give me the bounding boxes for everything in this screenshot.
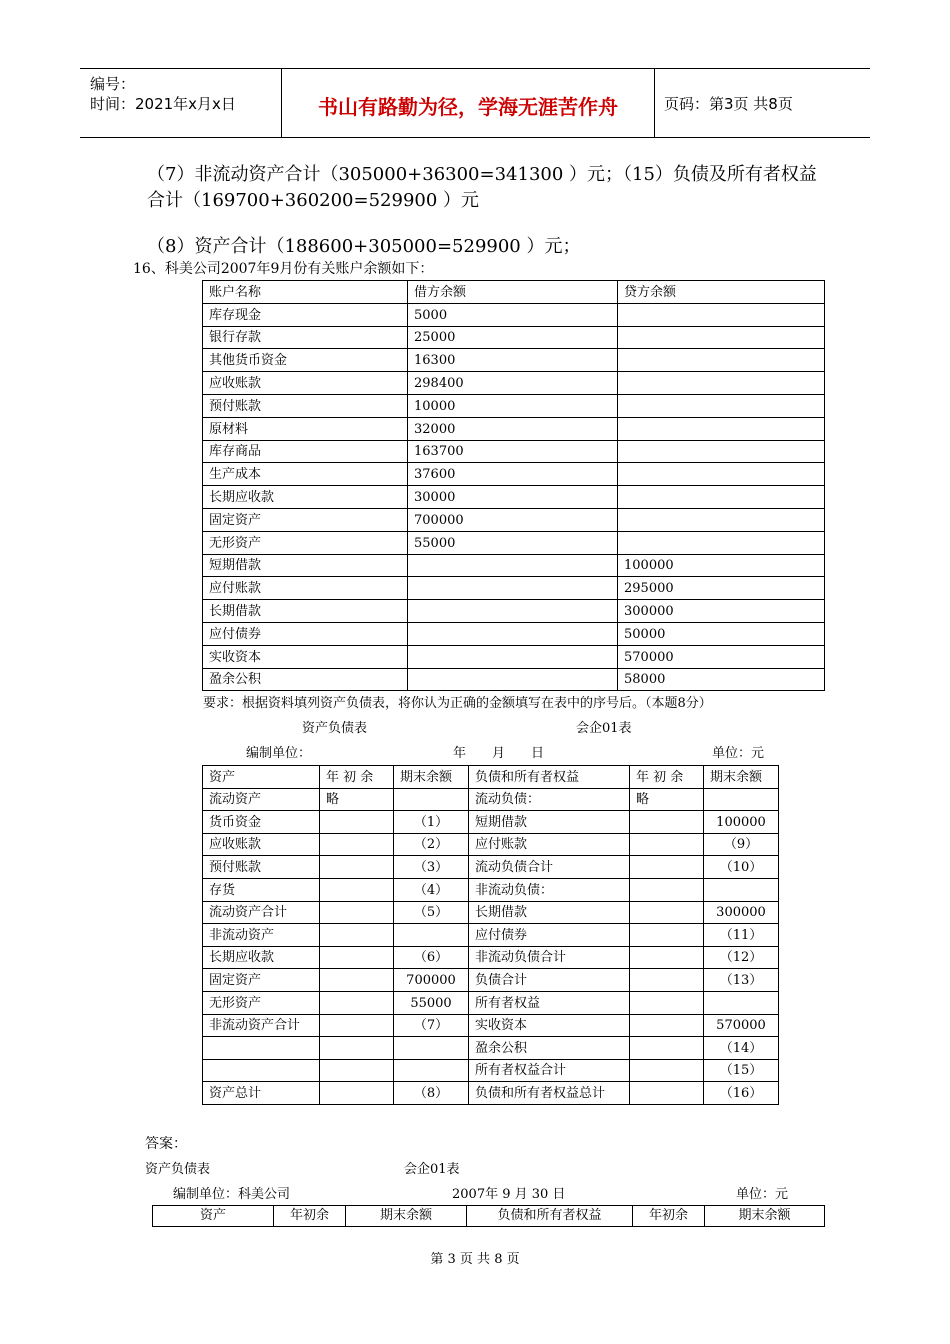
- table-header-row: [203, 766, 779, 789]
- table-row-cell: 库存现金: [203, 303, 408, 326]
- table-row-cell: 原材料: [203, 417, 408, 440]
- table-row: [203, 394, 825, 417]
- table-row-cell: 生产成本: [203, 463, 408, 486]
- table-header-row-cell: 年初余: [633, 1206, 705, 1227]
- table-row-cell: [630, 924, 704, 947]
- table-row: [203, 463, 825, 486]
- table-header-row-cell: 年初余: [274, 1206, 346, 1227]
- table-row: [203, 668, 825, 691]
- table-row-cell: [320, 833, 394, 856]
- table-row-cell: 570000: [618, 645, 825, 668]
- table-row-cell: 负债合计: [469, 969, 630, 992]
- answer-sheet-title: 资产负债表: [145, 1162, 211, 1177]
- table-row-cell: 长期应收款: [203, 946, 320, 969]
- table-row-cell: 570000: [704, 1014, 779, 1037]
- table-header-row: [153, 1206, 825, 1227]
- table-row-cell: （6）: [394, 946, 469, 969]
- table-row-cell: 295000: [618, 577, 825, 600]
- page-footer: 第 3 页 共 8 页: [430, 1252, 520, 1267]
- requirement-text: 要求：根据资料填列资产负债表，将你认为正确的金额填写在表中的序号后。（本题8分）: [203, 696, 712, 711]
- table-row-cell: 55000: [394, 991, 469, 1014]
- table-row-cell: [630, 1014, 704, 1037]
- table-row-cell: （11）: [704, 924, 779, 947]
- table-row-cell: 负债和所有者权益总计: [469, 1082, 630, 1105]
- table-row-cell: [618, 349, 825, 372]
- table-row-cell: [618, 372, 825, 395]
- table-row-cell: 资产总计: [203, 1082, 320, 1105]
- table-row-cell: 短期借款: [203, 554, 408, 577]
- table-row: [203, 440, 825, 463]
- table-header-row-cell: 期末余额: [705, 1206, 825, 1227]
- table-row-cell: 预付账款: [203, 856, 320, 879]
- table-row-cell: 应付账款: [203, 577, 408, 600]
- table-row-cell: 30000: [408, 486, 618, 509]
- question-16-intro: 16、科美公司2007年9月份有关账户余额如下：: [133, 261, 434, 277]
- table-row-cell: 25000: [408, 326, 618, 349]
- table-row-cell: [704, 788, 779, 811]
- table-row-cell: [203, 1037, 320, 1060]
- balance-sheet-currency-label: 单位：元: [712, 746, 765, 761]
- table-row-cell: [630, 811, 704, 834]
- table-header-row-cell: 负债和所有者权益: [469, 766, 630, 789]
- table-row-cell: （7）: [394, 1014, 469, 1037]
- table-row: [203, 531, 825, 554]
- answer-date-label: 2007年 9 月 30 日: [452, 1187, 566, 1202]
- table-row-cell: 流动负债：: [469, 788, 630, 811]
- table-row: [203, 833, 779, 856]
- table-row: [203, 622, 825, 645]
- table-row-cell: 略: [320, 788, 394, 811]
- table-row: [203, 1082, 779, 1105]
- table-row-cell: 无形资产: [203, 991, 320, 1014]
- table-row-cell: 盈余公积: [469, 1037, 630, 1060]
- table-row-cell: 55000: [408, 531, 618, 554]
- table-row-cell: [630, 946, 704, 969]
- table-row-cell: 存货: [203, 878, 320, 901]
- table-row-cell: [618, 486, 825, 509]
- table-row-cell: 略: [630, 788, 704, 811]
- table-header-row-cell: 期末余额: [346, 1206, 467, 1227]
- table-header-row-cell: 资产: [153, 1206, 274, 1227]
- table-row: [203, 508, 825, 531]
- table-row-cell: 非流动负债合计: [469, 946, 630, 969]
- table-row-cell: 短期借款: [469, 811, 630, 834]
- table-row-cell: 其他货币资金: [203, 349, 408, 372]
- table-row: [203, 326, 825, 349]
- table-row: [203, 946, 779, 969]
- table-row-cell: [320, 901, 394, 924]
- table-row-cell: [618, 463, 825, 486]
- table-row-cell: 流动负债合计: [469, 856, 630, 879]
- table-header-row-cell: 年 初 余: [630, 766, 704, 789]
- table-row-cell: [394, 1037, 469, 1060]
- table-row: [203, 991, 779, 1014]
- table-row-cell: （16）: [704, 1082, 779, 1105]
- table-row-cell: 长期借款: [469, 901, 630, 924]
- header-page-cell: [654, 69, 870, 137]
- table-header-row: [203, 281, 825, 304]
- table-row-cell: 货币资金: [203, 811, 320, 834]
- table-row-cell: [630, 901, 704, 924]
- page-header: [80, 68, 870, 138]
- header-page-label: 页码：第3页 共8页: [664, 95, 793, 113]
- table-row-cell: 无形资产: [203, 531, 408, 554]
- table-row-cell: [630, 969, 704, 992]
- table-row-cell: 700000: [408, 508, 618, 531]
- table-header-row-cell: 账户名称: [203, 281, 408, 304]
- table-row-cell: （8）: [394, 1082, 469, 1105]
- table-row-cell: （1）: [394, 811, 469, 834]
- table-row-cell: [618, 531, 825, 554]
- balance-sheet-form-number: 会企01表: [576, 721, 632, 736]
- account-balance-table: [202, 280, 825, 691]
- table-row-cell: [320, 856, 394, 879]
- table-header-row-cell: 资产: [203, 766, 320, 789]
- table-row-cell: [630, 1037, 704, 1060]
- table-row-cell: （15）: [704, 1059, 779, 1082]
- table-row-cell: [320, 946, 394, 969]
- table-header-row-cell: 年 初 余: [320, 766, 394, 789]
- table-row-cell: [320, 811, 394, 834]
- table-row-cell: 300000: [618, 600, 825, 623]
- table-row-cell: [320, 969, 394, 992]
- table-row-cell: 32000: [408, 417, 618, 440]
- table-row-cell: 库存商品: [203, 440, 408, 463]
- table-row-cell: [630, 878, 704, 901]
- table-row-cell: [618, 508, 825, 531]
- table-row-cell: 300000: [704, 901, 779, 924]
- balance-sheet-unit-label: 编制单位：: [246, 746, 312, 761]
- table-row: [203, 417, 825, 440]
- table-row-cell: 10000: [408, 394, 618, 417]
- table-row-cell: [618, 394, 825, 417]
- table-row-cell: [320, 1014, 394, 1037]
- table-row-cell: [618, 417, 825, 440]
- table-row: [203, 577, 825, 600]
- table-row-cell: 5000: [408, 303, 618, 326]
- table-row-cell: 应付账款: [469, 833, 630, 856]
- table-row-cell: [320, 878, 394, 901]
- table-row-cell: [618, 303, 825, 326]
- table-row-cell: 应收账款: [203, 833, 320, 856]
- balance-sheet-table: [202, 765, 779, 1105]
- table-row-cell: [320, 1037, 394, 1060]
- table-row-cell: 固定资产: [203, 969, 320, 992]
- table-row-cell: [408, 622, 618, 645]
- table-row-cell: [320, 924, 394, 947]
- answer-unit-label: 编制单位：科美公司: [173, 1187, 291, 1202]
- table-row-cell: 非流动负债：: [469, 878, 630, 901]
- table-header-row-cell: 借方余额: [408, 281, 618, 304]
- table-row: [203, 901, 779, 924]
- table-row-cell: [704, 878, 779, 901]
- table-header-row-cell: 期末余额: [704, 766, 779, 789]
- table-row-cell: 非流动资产合计: [203, 1014, 320, 1037]
- table-row-cell: [394, 924, 469, 947]
- table-row-cell: 流动资产合计: [203, 901, 320, 924]
- table-header-row-cell: 贷方余额: [618, 281, 825, 304]
- table-row-cell: （13）: [704, 969, 779, 992]
- table-row-cell: [630, 856, 704, 879]
- table-row-cell: [630, 1082, 704, 1105]
- table-row-cell: 预付账款: [203, 394, 408, 417]
- table-row-cell: [320, 991, 394, 1014]
- table-row-cell: 16300: [408, 349, 618, 372]
- table-row-cell: [394, 1059, 469, 1082]
- table-row-cell: [408, 554, 618, 577]
- table-row-cell: 37600: [408, 463, 618, 486]
- table-row: [203, 969, 779, 992]
- table-row-cell: [320, 1082, 394, 1105]
- answer-sheet-table: [152, 1205, 825, 1227]
- table-row-cell: [704, 991, 779, 1014]
- table-row-cell: 所有者权益合计: [469, 1059, 630, 1082]
- table-row-cell: [630, 991, 704, 1014]
- table-row-cell: 实收资本: [203, 645, 408, 668]
- balance-sheet-title: 资产负债表: [302, 721, 368, 736]
- answer-line-7-continued: 合计（169700+360200=529900 ）元: [147, 190, 480, 211]
- answer-line-8: （8）资产合计（188600+305000=529900 ）元；: [147, 236, 581, 257]
- table-row-cell: 长期应收款: [203, 486, 408, 509]
- table-row-cell: [394, 788, 469, 811]
- answer-label: 答案：: [145, 1136, 187, 1152]
- table-row-cell: 银行存款: [203, 326, 408, 349]
- header-motto: 书山有路勤为径，学海无涯苦作舟: [318, 95, 618, 119]
- table-row-cell: [408, 645, 618, 668]
- table-row-cell: 长期借款: [203, 600, 408, 623]
- table-row-cell: 应付债券: [469, 924, 630, 947]
- table-header-row-cell: 期末余额: [394, 766, 469, 789]
- table-row-cell: （3）: [394, 856, 469, 879]
- table-row: [203, 303, 825, 326]
- table-row-cell: 应付债券: [203, 622, 408, 645]
- table-row-cell: [618, 326, 825, 349]
- table-row-cell: 实收资本: [469, 1014, 630, 1037]
- table-row-cell: （9）: [704, 833, 779, 856]
- table-row-cell: （5）: [394, 901, 469, 924]
- table-row-cell: [320, 1059, 394, 1082]
- table-row: [203, 1037, 779, 1060]
- table-row: [203, 811, 779, 834]
- table-row-cell: 50000: [618, 622, 825, 645]
- table-row-cell: 58000: [618, 668, 825, 691]
- table-row-cell: [630, 833, 704, 856]
- table-row-cell: 流动资产: [203, 788, 320, 811]
- table-row: [203, 1059, 779, 1082]
- table-row: [203, 788, 779, 811]
- table-row: [203, 856, 779, 879]
- table-row-cell: （12）: [704, 946, 779, 969]
- table-row-cell: 163700: [408, 440, 618, 463]
- document-number-label: 编号：: [90, 75, 136, 93]
- table-row: [203, 1014, 779, 1037]
- table-row-cell: 应收账款: [203, 372, 408, 395]
- answer-form-number: 会企01表: [404, 1162, 460, 1177]
- table-row-cell: [203, 1059, 320, 1082]
- table-row: [203, 349, 825, 372]
- table-row-cell: 100000: [618, 554, 825, 577]
- answer-currency-label: 单位：元: [736, 1187, 789, 1202]
- table-row-cell: [408, 668, 618, 691]
- balance-sheet-date-label: 年 月 日: [453, 746, 545, 761]
- answer-line-7: （7）非流动资产合计（305000+36300=341300 ）元；（15）负债及所有者权益: [147, 164, 817, 185]
- table-row-cell: 100000: [704, 811, 779, 834]
- table-row-cell: （2）: [394, 833, 469, 856]
- document-time-label: 时间：2021年x月x日: [90, 95, 236, 113]
- table-row: [203, 554, 825, 577]
- table-row-cell: [408, 600, 618, 623]
- table-row-cell: [408, 577, 618, 600]
- table-row-cell: （4）: [394, 878, 469, 901]
- table-header-row-cell: 负债和所有者权益: [467, 1206, 633, 1227]
- header-motto-cell: [281, 69, 655, 137]
- table-row: [203, 486, 825, 509]
- table-row: [203, 600, 825, 623]
- table-row-cell: 所有者权益: [469, 991, 630, 1014]
- table-row-cell: 固定资产: [203, 508, 408, 531]
- table-row-cell: [618, 440, 825, 463]
- header-meta: [80, 69, 281, 137]
- table-row-cell: 298400: [408, 372, 618, 395]
- table-row: [203, 645, 825, 668]
- table-row: [203, 878, 779, 901]
- table-row-cell: （14）: [704, 1037, 779, 1060]
- table-row-cell: 非流动资产: [203, 924, 320, 947]
- table-row-cell: [630, 1059, 704, 1082]
- table-row: [203, 372, 825, 395]
- table-row-cell: 盈余公积: [203, 668, 408, 691]
- table-row-cell: （10）: [704, 856, 779, 879]
- table-row: [203, 924, 779, 947]
- table-row-cell: 700000: [394, 969, 469, 992]
